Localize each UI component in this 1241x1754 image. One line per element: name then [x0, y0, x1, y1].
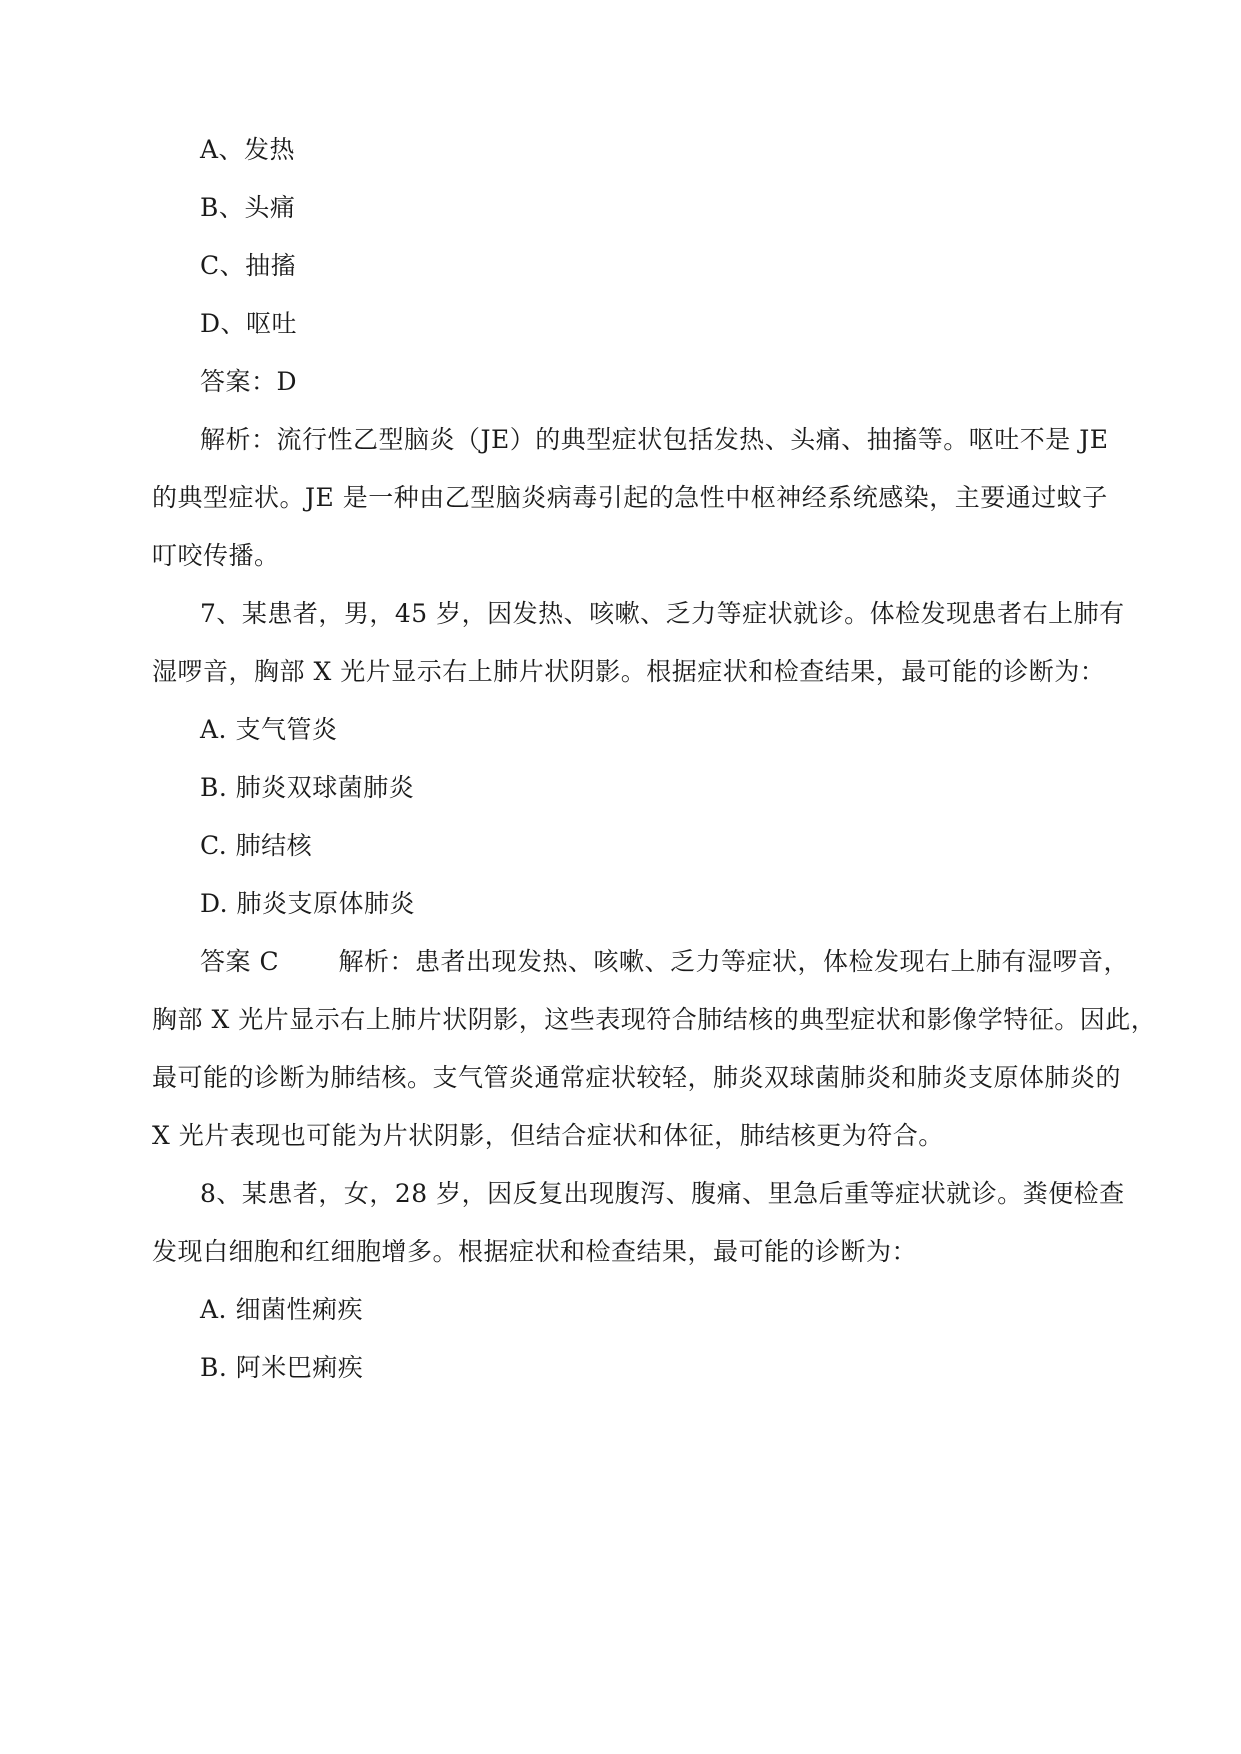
q6-answer: 答案：D	[200, 367, 298, 396]
q8-stem-line: 8、某患者，女，28 岁，因反复出现腹泻、腹痛、里急后重等症状就诊。粪便检查	[200, 1179, 1125, 1208]
q6-option-b: B、头痛	[200, 193, 296, 222]
q6-option-c: C、抽搐	[200, 251, 297, 280]
q7-stem-line: 7、某患者，男，45 岁，因发热、咳嗽、乏力等症状就诊。体检发现患者右上肺有	[200, 599, 1125, 628]
q7-answer-explanation-line: 最可能的诊断为肺结核。支气管炎通常症状较轻，肺炎双球菌肺炎和肺炎支原体肺炎的	[152, 1063, 1122, 1092]
q8-stem-line: 发现白细胞和红细胞增多。根据症状和检查结果，最可能的诊断为：	[152, 1237, 918, 1266]
q6-explanation-line: 叮咬传播。	[152, 541, 280, 570]
q7-option-b: B. 肺炎双球菌肺炎	[200, 773, 415, 802]
q6-explanation-line: 的典型症状。JE 是一种由乙型脑炎病毒引起的急性中枢神经系统感染，主要通过蚊子	[152, 483, 1108, 512]
q6-option-d: D、呕吐	[200, 309, 298, 338]
q7-answer-explanation-line: 答案 C 解析：患者出现发热、咳嗽、乏力等症状，体检发现右上肺有湿啰音，	[200, 947, 1130, 976]
q7-answer-explanation-line: X 光片表现也可能为片状阴影，但结合症状和体征，肺结核更为符合。	[152, 1121, 944, 1150]
q6-option-a: A、发热	[200, 135, 296, 164]
q7-option-a: A. 支气管炎	[200, 715, 338, 744]
q7-option-d: D. 肺炎支原体肺炎	[200, 889, 416, 918]
q8-option-b: B. 阿米巴痢疾	[200, 1353, 364, 1382]
q7-stem-line: 湿啰音，胸部 X 光片显示右上肺片状阴影。根据症状和检查结果，最可能的诊断为：	[152, 657, 1106, 686]
q7-answer-explanation-line: 胸部 X 光片显示右上肺片状阴影，这些表现符合肺结核的典型症状和影像学特征。因此，	[152, 1005, 1157, 1034]
q6-explanation-line: 解析：流行性乙型脑炎（JE）的典型症状包括发热、头痛、抽搐等。呕吐不是 JE	[200, 425, 1109, 454]
q8-option-a: A. 细菌性痢疾	[200, 1295, 363, 1324]
q7-option-c: C. 肺结核	[200, 831, 313, 860]
